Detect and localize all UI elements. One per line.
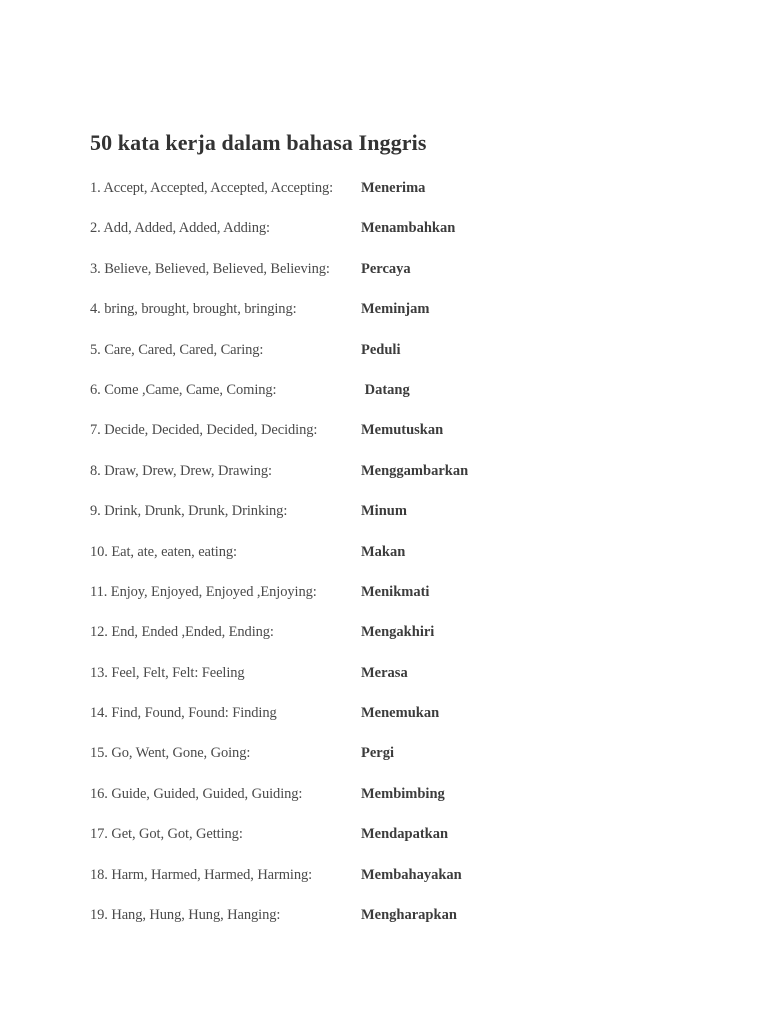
list-item	[90, 461, 690, 501]
verb-forms: 18. Harm, Harmed, Harmed, Harming:	[90, 866, 313, 883]
verb-forms: 4. bring, brought, brought, bringing:	[90, 301, 297, 318]
list-item	[90, 178, 690, 218]
verb-forms: 17. Get, Got, Got, Getting:	[90, 826, 243, 843]
list-item	[90, 865, 690, 905]
list-item	[90, 582, 690, 622]
list-item	[90, 663, 690, 703]
list-item	[90, 622, 690, 662]
verb-meaning: Peduli	[361, 341, 401, 358]
verb-forms: 9. Drink, Drunk, Drunk, Drinking:	[90, 503, 288, 520]
verb-meaning: Menikmati	[361, 583, 430, 600]
list-item	[90, 340, 690, 380]
list-item	[90, 259, 690, 299]
list-item	[90, 299, 690, 339]
verb-forms: 13. Feel, Felt, Felt: Feeling	[90, 664, 245, 681]
verb-forms: 3. Believe, Believed, Believed, Believing:	[90, 260, 330, 277]
verb-meaning: Mengakhiri	[361, 624, 435, 641]
verb-meaning: Menerima	[361, 180, 426, 196]
verb-forms: 8. Draw, Drew, Drew, Drawing:	[90, 462, 272, 479]
list-item	[90, 743, 690, 783]
list-item	[90, 905, 690, 945]
verb-meaning: Meminjam	[361, 301, 430, 318]
verb-forms: 11. Enjoy, Enjoyed, Enjoyed ,Enjoying:	[90, 583, 317, 600]
list-item	[90, 703, 690, 743]
verb-meaning: Menggambarkan	[361, 462, 469, 479]
verb-meaning: Membimbing	[361, 785, 445, 802]
verb-forms: 19. Hang, Hung, Hung, Hanging:	[90, 907, 281, 924]
verb-meaning: Menambahkan	[361, 220, 456, 237]
document-title: 50 kata kerja dalam bahasa Inggris	[90, 130, 427, 155]
verb-forms: 10. Eat, ate, eaten, eating:	[90, 543, 237, 560]
list-item	[90, 542, 690, 582]
list-item	[90, 218, 690, 258]
verb-meaning: Memutuskan	[361, 422, 444, 439]
verb-forms: 5. Care, Cared, Cared, Caring:	[90, 341, 264, 358]
verb-meaning: Datang	[361, 381, 410, 398]
verb-forms: 1. Accept, Accepted, Accepted, Accepting:	[90, 180, 334, 196]
verb-forms: 14. Find, Found, Found: Finding	[90, 705, 277, 722]
verb-meaning: Mengharapkan	[361, 907, 457, 924]
verb-meaning: Merasa	[361, 664, 408, 681]
list-item	[90, 501, 690, 541]
list-item	[90, 380, 690, 420]
verb-forms: 16. Guide, Guided, Guided, Guiding:	[90, 785, 303, 802]
verb-meaning: Makan	[361, 543, 406, 560]
verb-forms: 15. Go, Went, Gone, Going:	[90, 745, 251, 762]
verb-meaning: Mendapatkan	[361, 826, 449, 843]
verb-meaning: Membahayakan	[361, 866, 462, 883]
verb-forms: 12. End, Ended ,Ended, Ending:	[90, 624, 274, 641]
verb-forms: 6. Come ,Came, Came, Coming:	[90, 381, 277, 398]
verb-forms: 7. Decide, Decided, Decided, Deciding:	[90, 422, 318, 439]
verb-meaning: Menemukan	[361, 705, 440, 722]
verb-forms: 2. Add, Added, Added, Adding:	[90, 220, 270, 237]
verb-list	[90, 178, 690, 945]
verb-meaning: Percaya	[361, 260, 411, 277]
verb-meaning: Pergi	[361, 745, 395, 762]
list-item	[90, 784, 690, 824]
list-item	[90, 420, 690, 460]
verb-meaning: Minum	[361, 503, 407, 520]
list-item	[90, 824, 690, 864]
